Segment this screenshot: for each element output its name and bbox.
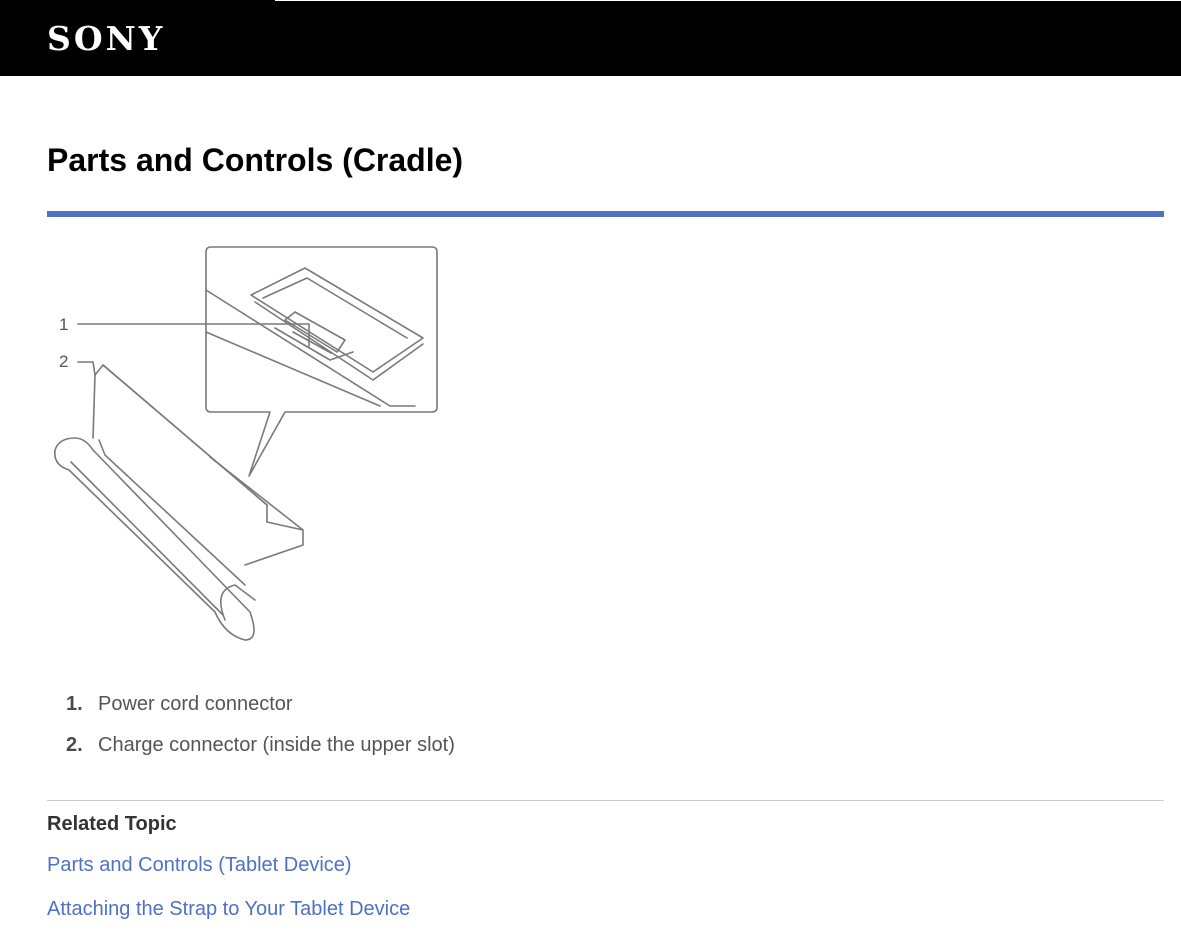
- header-bar: [0, 0, 1181, 76]
- cradle-back-edge: [93, 375, 95, 438]
- zoom-slot-inner: [263, 278, 407, 338]
- related-link-item: [47, 896, 410, 940]
- page-title: Parts and Controls (Cradle): [47, 142, 464, 178]
- related-link-parts-tablet[interactable]: Parts and Controls (Tablet Device): [47, 854, 352, 876]
- parts-list-item: [66, 731, 455, 772]
- cradle-illustration: [45, 240, 445, 650]
- zoom-callout-box: [206, 247, 437, 476]
- callout-1-leader: [78, 324, 309, 346]
- parts-list-item: [66, 690, 455, 731]
- zoom-inner-wall: [206, 332, 380, 406]
- cradle-top-slot: [103, 365, 267, 505]
- related-links: [47, 852, 410, 940]
- header-divider: [275, 0, 1181, 1]
- related-link-item: [47, 852, 410, 896]
- cradle-front-inner: [71, 462, 223, 615]
- callout-2-number: 2: [59, 352, 69, 371]
- callout-1-number: 1: [59, 315, 69, 334]
- cradle-back-panel: [95, 365, 267, 522]
- sony-logo: SONY: [47, 19, 166, 58]
- cradle-base-curve: [221, 585, 255, 620]
- title-divider: [47, 211, 1164, 217]
- part-number: 1.: [66, 693, 83, 715]
- part-number: 2.: [66, 734, 83, 756]
- part-label: Power cord connector: [98, 693, 293, 715]
- cradle-base-foot: [210, 457, 303, 565]
- related-topic-heading: Related Topic: [47, 813, 177, 835]
- related-divider: [47, 800, 1164, 801]
- callout-2-leader: [78, 362, 95, 375]
- related-link-attaching-strap[interactable]: Attaching the Strap to Your Tablet Device: [47, 898, 411, 920]
- parts-list: [66, 690, 455, 772]
- part-label: Charge connector (inside the upper slot): [98, 734, 455, 756]
